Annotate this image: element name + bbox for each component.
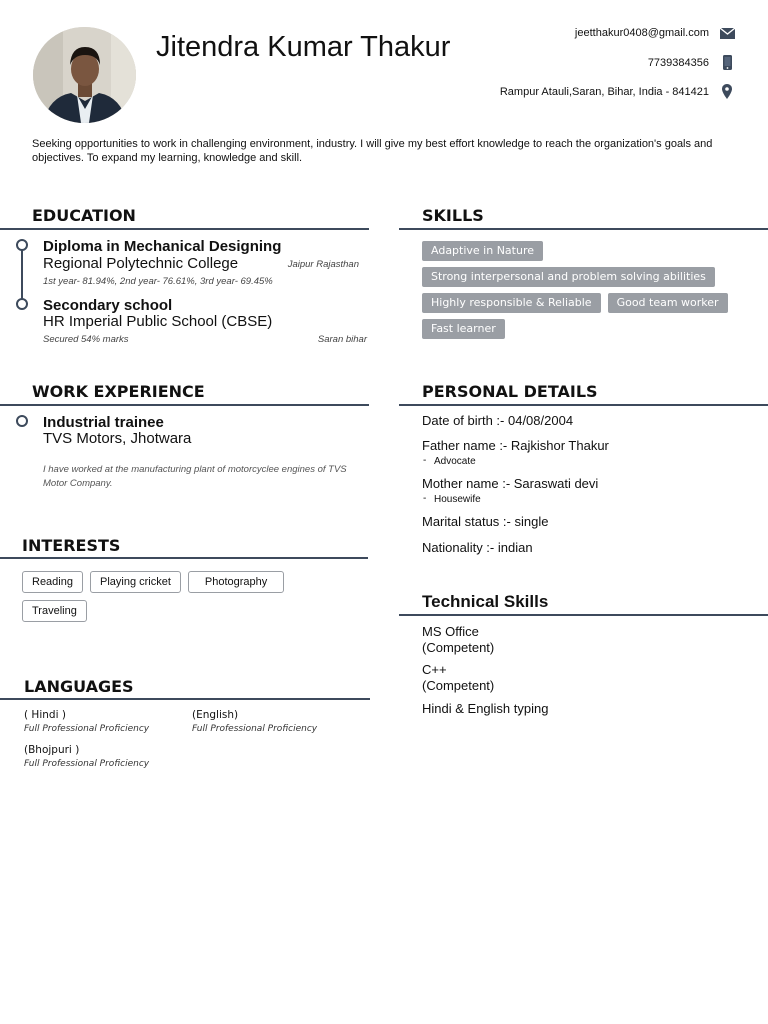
envelope-icon [719,28,735,39]
education-location: Jaipur Rajasthan [287,259,359,270]
contact-address [500,84,735,99]
technical-heading: Technical Skills [422,592,549,611]
technical-skill-level: (Competent) [422,640,495,655]
address-text: Rampur Atauli,Saran, Bihar, India - 841421 [499,85,709,98]
education-heading: EDUCATION [32,206,136,225]
career-summary: Seeking opportunities to work in challenging environment, industry. I will give my best effort knowledge to reach the organization's goals and objectives. To expand my learning, knowledge and skill. [32,138,713,164]
skill-tag: Fast learner [422,319,505,339]
skills-list [422,241,752,339]
mother-name: Mother name :- Saraswati devi [422,476,599,491]
contact-phone [648,55,735,70]
nationality: Nationality :- indian [422,540,533,555]
skill-tag: Adaptive in Nature [422,241,543,261]
education-divider [0,228,369,230]
work-divider [0,404,369,406]
father-occupation-dash: - [423,455,427,466]
languages-heading: LANGUAGES [24,677,134,696]
skill-tag: Highly responsible & Reliable [422,293,601,313]
email-text[interactable]: jeetthakur0408@gmail.com [574,27,709,39]
language-level: Full Professional Proficiency [24,759,150,769]
phone-text[interactable]: 7739384356 [647,56,709,69]
work-heading: WORK EXPERIENCE [32,382,205,401]
interest-chip: Playing cricket [90,571,181,593]
education-timeline [21,248,23,304]
education-degree: Secondary school [43,297,173,314]
skill-tag: Strong interpersonal and problem solving abilities [422,267,715,287]
education-school: Regional Polytechnic College [43,255,239,272]
skill-tag: Good team worker [608,293,728,313]
contact-email [575,27,735,39]
language-level: Full Professional Proficiency [24,724,150,734]
language-name: (English) [192,709,239,721]
work-description: I have worked at the manufacturing plant of motorcyclee engines of TVS Motor Company. [43,464,347,489]
education-detail: Secured 54% marks [43,334,129,345]
date-of-birth: Date of birth :- 04/08/2004 [422,413,574,428]
technical-divider [399,614,768,616]
interest-chip: Reading [22,571,83,593]
technical-skill: MS Office [422,624,479,639]
candidate-name: Jitendra Kumar Thakur [156,31,451,63]
education-school: HR Imperial Public School (CBSE) [43,313,273,330]
personal-heading: PERSONAL DETAILS [422,382,598,401]
language-level: Full Professional Proficiency [192,724,318,734]
skills-divider [399,228,768,230]
timeline-dot [16,239,28,251]
technical-skill: C++ [422,662,447,677]
languages-divider [0,698,370,700]
technical-skill-level: (Competent) [422,678,495,693]
work-company: TVS Motors, Jhotwara [43,430,192,447]
interest-chip: Traveling [22,600,87,622]
mobile-phone-icon [719,55,735,70]
timeline-dot [16,415,28,427]
father-name: Father name :- Rajkishor Thakur [422,438,609,453]
mother-occupation-dash: - [423,493,427,504]
education-detail: 1st year- 81.94%, 2nd year- 76.61%, 3rd year- 69.45% [43,276,273,287]
language-name: (Bhojpuri ) [24,744,80,756]
interests-heading: INTERESTS [22,536,121,555]
interest-chip: Photography [188,571,284,593]
skills-heading: SKILLS [422,206,484,225]
marital-status: Marital status :- single [422,514,549,529]
language-name: ( Hindi ) [24,709,66,721]
location-pin-icon [719,84,735,99]
technical-skill: Hindi & English typing [422,701,549,716]
timeline-dot [16,298,28,310]
interests-divider [0,557,368,559]
father-occupation: Advocate [434,456,476,467]
personal-divider [399,404,768,406]
education-location: Saran bihar [317,334,367,345]
work-role: Industrial trainee [43,414,164,431]
profile-photo [33,27,136,123]
mother-occupation: Housewife [434,494,481,505]
interests-list [22,571,362,622]
education-degree: Diploma in Mechanical Designing [43,238,282,255]
